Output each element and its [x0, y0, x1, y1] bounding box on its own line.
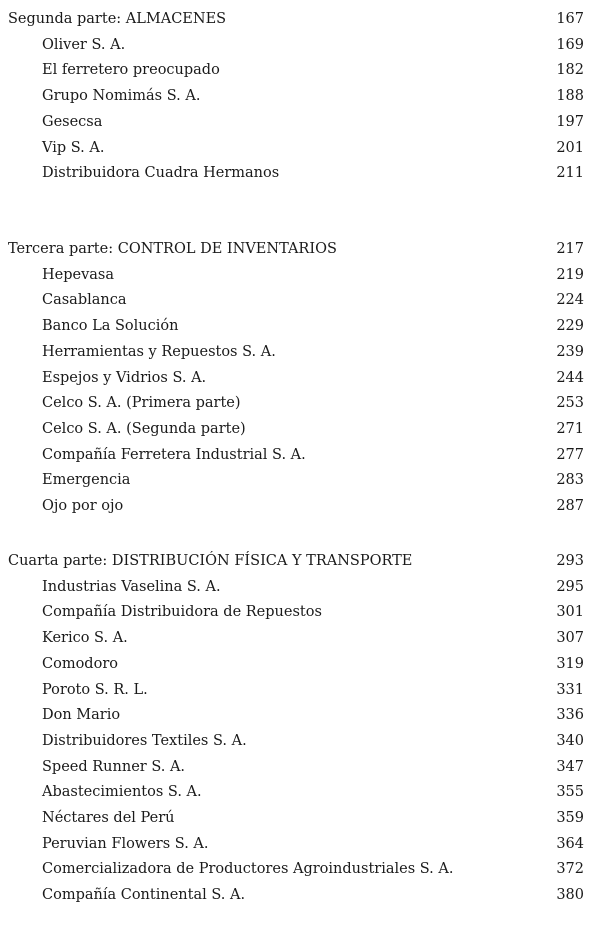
entry-title: Comodoro	[42, 655, 118, 672]
entry-page-number: 244	[556, 369, 584, 386]
section-name: CONTROL DE INVENTARIOS	[117, 241, 337, 257]
toc-entry	[0, 339, 600, 365]
section-page-number: 293	[556, 553, 584, 569]
entry-page-number: 372	[556, 861, 584, 878]
toc-entry	[0, 625, 600, 651]
toc-entry	[0, 390, 600, 416]
toc-entry	[0, 677, 600, 703]
entry-page-number: 295	[556, 578, 584, 595]
toc-entry	[0, 365, 600, 391]
entry-title: El ferretero preocupado	[42, 62, 220, 79]
toc-entry	[0, 57, 600, 83]
section-title	[8, 236, 337, 262]
entry-page-number: 319	[556, 655, 584, 672]
toc-entry	[0, 442, 600, 468]
entry-title: Vip S. A.	[42, 139, 105, 156]
toc-entry	[0, 262, 600, 288]
entry-title: Oliver S. A.	[42, 36, 126, 53]
section-title	[8, 6, 226, 32]
entry-page-number: 211	[556, 165, 584, 182]
entry-title: Espejos y Vidrios S. A.	[42, 369, 207, 386]
entry-page-number: 201	[556, 139, 584, 156]
entry-title: Compañía Ferretera Industrial S. A.	[42, 446, 306, 463]
toc-entry	[0, 287, 600, 313]
entry-title: Gesecsa	[42, 113, 103, 130]
entry-page-number: 188	[556, 88, 584, 105]
entry-page-number: 307	[556, 630, 584, 647]
toc-entry	[0, 754, 600, 780]
toc-entry	[0, 109, 600, 135]
section-part-label: Cuarta parte:	[8, 553, 108, 569]
entry-title: Grupo Nomimás S. A.	[42, 88, 201, 105]
entry-page-number: 340	[556, 732, 584, 749]
toc-entry	[0, 831, 600, 857]
entry-title: Hepevasa	[42, 266, 115, 283]
entry-title: Compañía Continental S. A.	[42, 887, 246, 904]
toc-entry	[0, 83, 600, 109]
entry-page-number: 336	[556, 707, 584, 724]
entry-page-number: 253	[556, 395, 584, 412]
entry-title: Speed Runner S. A.	[42, 758, 186, 775]
toc-entry	[0, 416, 600, 442]
entry-page-number: 283	[556, 472, 584, 489]
entry-title: Kerico S. A.	[42, 630, 128, 647]
section-page-number: 167	[556, 11, 584, 27]
toc-section-header	[0, 236, 600, 262]
entry-title: Ojo por ojo	[42, 498, 124, 514]
entry-page-number: 277	[556, 446, 584, 463]
entry-page-number: 197	[556, 113, 584, 130]
entry-title: Industrias Vaselina S. A.	[42, 578, 221, 595]
section-name: DISTRIBUCIÓN FÍSICA Y TRANSPORTE	[111, 553, 413, 569]
toc-entry	[0, 651, 600, 677]
toc-entry	[0, 467, 600, 493]
entry-title: Celco S. A. (Primera parte)	[42, 395, 241, 412]
toc-entry	[0, 728, 600, 754]
entry-page-number: 239	[556, 343, 584, 360]
entry-title: Casablanca	[42, 292, 127, 309]
entry-page-number: 182	[556, 62, 584, 79]
toc-entry	[0, 313, 600, 339]
entry-title: Compañía Distribuidora de Repuestos	[42, 604, 322, 621]
toc-entry	[0, 135, 600, 161]
entry-title: Distribuidores Textiles S. A.	[42, 732, 247, 749]
entry-title: Banco La Solución	[42, 318, 179, 335]
toc-entry	[0, 882, 600, 908]
entry-title: Emergencia	[42, 472, 131, 489]
section-title	[8, 548, 412, 574]
toc-entry	[0, 32, 600, 58]
entry-page-number: 169	[556, 36, 584, 53]
section-part-label: Segunda parte:	[8, 11, 122, 27]
entry-title: Néctares del Perú	[42, 810, 175, 826]
entry-page-number: 331	[556, 681, 584, 698]
entry-title: Herramientas y Repuestos S. A.	[42, 343, 276, 360]
entry-page-number: 355	[556, 784, 584, 801]
entry-title: Distribuidora Cuadra Hermanos	[42, 165, 280, 182]
entry-title: Poroto S. R. L.	[42, 681, 148, 698]
toc-entry	[0, 805, 600, 831]
toc-entry	[0, 856, 600, 882]
entry-page-number: 359	[556, 810, 584, 826]
entry-title: Abastecimientos S. A.	[42, 784, 202, 801]
toc-entry	[0, 599, 600, 625]
toc-section-header	[0, 548, 600, 574]
section-part-label: Tercera parte:	[8, 241, 114, 257]
toc-section-header	[0, 6, 600, 32]
entry-page-number: 224	[556, 292, 584, 309]
entry-page-number: 229	[556, 318, 584, 335]
entry-page-number: 301	[556, 604, 584, 621]
section-name: ALMACENES	[125, 11, 227, 27]
entry-page-number: 364	[556, 835, 584, 852]
entry-title: Comercializadora de Productores Agroindustriales S. A.	[42, 861, 454, 878]
entry-title: Celco S. A. (Segunda parte)	[42, 420, 246, 437]
entry-page-number: 380	[556, 887, 584, 904]
toc-entry	[0, 702, 600, 728]
toc-entry	[0, 574, 600, 600]
section-page-number: 217	[556, 241, 584, 257]
entry-page-number: 347	[556, 758, 584, 775]
toc-entry	[0, 779, 600, 805]
toc-entry	[0, 493, 600, 519]
entry-title: Peruvian Flowers S. A.	[42, 835, 209, 852]
entry-title: Don Mario	[42, 707, 121, 724]
entry-page-number: 287	[556, 498, 584, 514]
entry-page-number: 271	[556, 420, 584, 437]
entry-page-number: 219	[556, 266, 584, 283]
toc-entry	[0, 160, 600, 186]
